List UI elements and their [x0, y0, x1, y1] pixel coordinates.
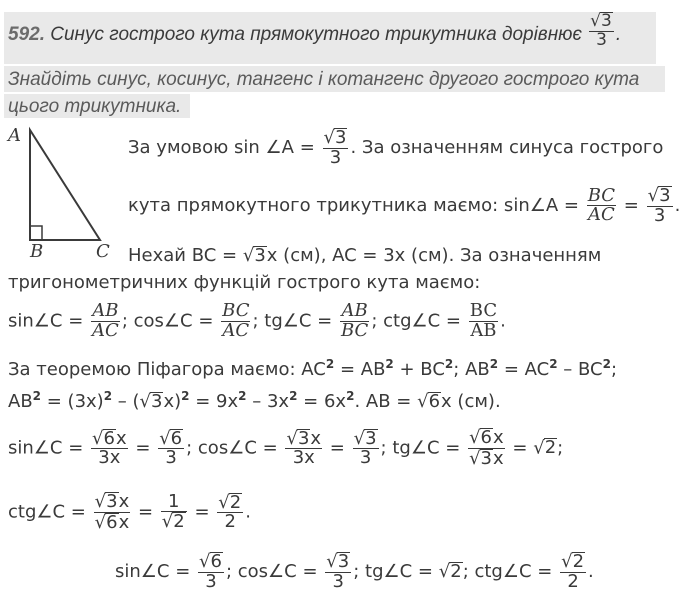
answer-ctg-fraction: $\frac{√2}{2}$: [561, 551, 585, 592]
fraction-ab-over-bc: $\frac{AB}{BC}$: [341, 300, 369, 341]
fraction-sqrt3x-over-sqrt6x: $\frac{√3x}{√6x}$: [94, 491, 130, 533]
problem-line-2: Знайдіть синус, косинус, тангенс і котангенс другого гострого кута: [8, 69, 640, 90]
fraction-sqrt6x-over-3x: $\frac{√6x}{3x}$: [92, 427, 127, 469]
solution-line-2: кута прямокутного трикутника маємо: sin∠A = $\frac{BC}{AC}$ = $\frac{√3}{3}$ .: [128, 184, 681, 226]
solution-line-5: sin∠C = $\frac{AB}{AC}$ ; cos∠C = $\frac{BC}{AC}$ ; tg∠C = $\frac{AB}{BC}$ ; ctg∠C = $\frac{BC}{AB}$ .: [8, 300, 506, 341]
solution-line-9: ctg∠C = $\frac{√3x}{√6x}$ = $\frac{1}{√2}$ = $\frac{√2}{2}$ .: [8, 490, 251, 533]
fraction-sqrt3-over-3-b: $\frac{√3}{3}$: [647, 185, 671, 226]
solution-line-3: Нехай BC = √3x (см), AC = 3x (см). За означенням: [128, 245, 602, 266]
solution-line-1: За умовою sin ∠A = $\frac{√3}{3}$ . За означенням синуса гострого: [128, 127, 664, 168]
fraction-1-over-sqrt2: $\frac{1}{√2}$: [161, 490, 185, 533]
fraction-bc-over-ab: $\frac{BC}{AB}$: [469, 300, 498, 341]
vertex-b-label: B: [30, 241, 44, 262]
fraction-sqrt2-over-2: $\frac{√2}{2}$: [218, 491, 242, 533]
solution-line-6: За теоремою Піфагора маємо: $AC^2 = AB^2 + BC^2$; $AB^2 = AC^2 - BC^2$;: [8, 357, 618, 380]
solution-line-4: тригонометричних функцій гострого кута маємо:: [8, 272, 481, 293]
problem-line-3: цього трикутника.: [8, 96, 182, 117]
answer-line: sin∠C = $\frac{√6}{3}$ ; cos∠C = $\frac{√3}{3}$ ; tg∠C = √2; ctg∠C = $\frac{√2}{2}$ .: [115, 551, 594, 592]
vertex-c-label: C: [96, 241, 110, 262]
answer-cos-fraction: $\frac{√3}{3}$: [326, 551, 350, 592]
fraction-bc-over-ac: $\frac{BC}{AC}$: [587, 184, 616, 226]
solution-line-7: $AB^2 = (3x)^2 - (√3x)^2 = 9x^2 - 3x^2 = 6x^2$. AB = √6x (см).: [8, 389, 501, 412]
fraction-sqrt3-over-3-c: $\frac{√3}{3}$: [353, 427, 377, 469]
solution-line-8: sin∠C = $\frac{√6x}{3x}$ = $\frac{√6}{3}$ ; cos∠C = $\frac{√3x}{3x}$ = $\frac{√3}{3}$ ; tg∠C = $\frac{√6x}{√3x}$ = √2;: [8, 427, 564, 469]
problem-statement-1: Синус гострого кута прямокутного трикутника дорівнює: [50, 23, 582, 45]
fraction-sqrt3-over-3: $\frac{√3}{3}$: [323, 127, 347, 168]
fraction-bc-over-ac-2: $\frac{BC}{AC}$: [222, 300, 250, 341]
fraction-sqrt6-over-3: $\frac{√6}{3}$: [159, 427, 183, 469]
vertex-a-label: A: [8, 125, 21, 146]
fraction-sqrt6x-over-sqrt3x: $\frac{√6x}{√3x}$: [469, 427, 504, 469]
problem-number: 592.: [8, 23, 45, 45]
fraction-ab-over-ac: $\frac{AB}{AC}$: [92, 300, 119, 341]
answer-sin-fraction: $\frac{√6}{3}$: [199, 551, 222, 592]
problem-line-1: 592. Синус гострого кута прямокутного трикутника дорівнює $\frac{√3}{3}$ .: [8, 11, 622, 50]
fraction-sqrt3x-over-3x: $\frac{√3x}{3x}$: [286, 427, 322, 469]
problem-fraction: $\frac{√3}{3}$: [590, 11, 612, 50]
